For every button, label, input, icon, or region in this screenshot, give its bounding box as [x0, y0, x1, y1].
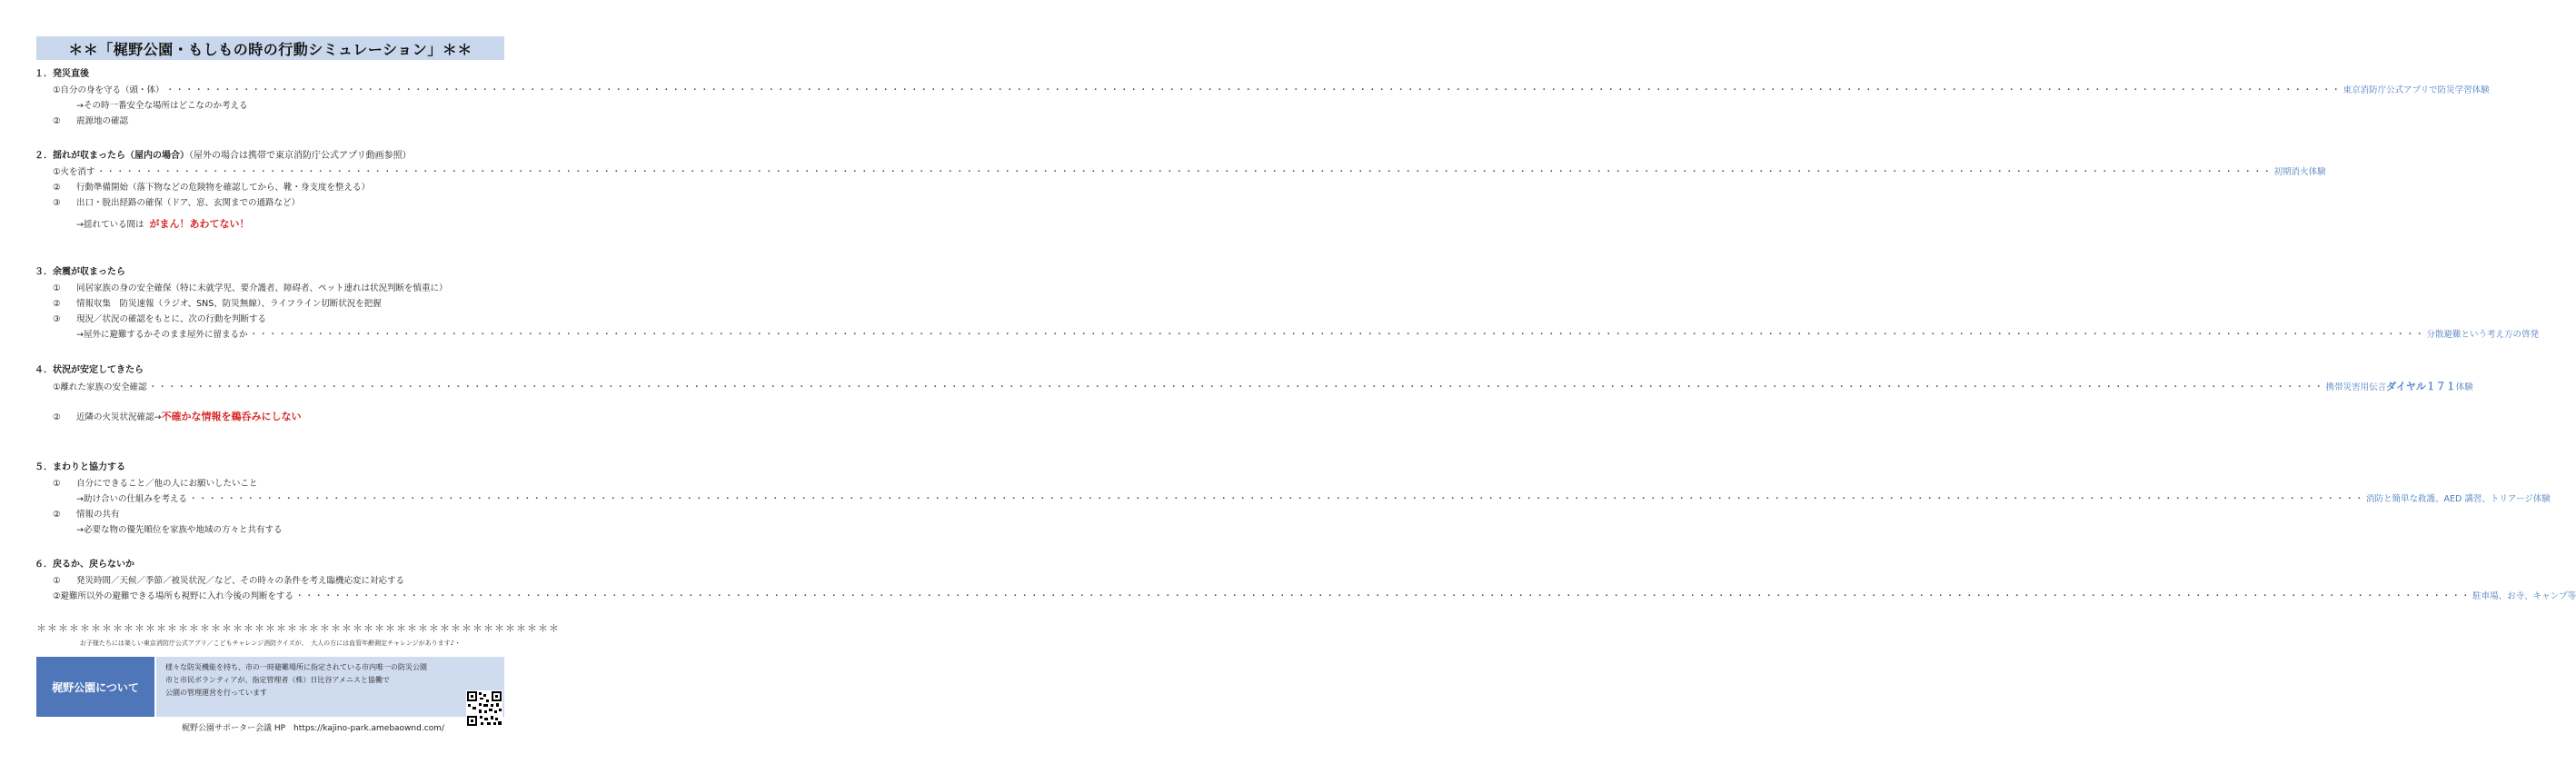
s4-row-2-text: 近隣の火災状況確認→: [76, 412, 162, 422]
s4-row-1-link[interactable]: [2326, 379, 2473, 395]
section-5-heading: ５．まわりと協力する: [35, 462, 125, 472]
s2-row-1: [35, 164, 2326, 180]
dot-leader: ・・・・・・・・・・・・・・・・・・・・・・・・・・・・・・・・・・・・・・・・・・・・・・・・・・・・・・・・・・・・・・・・・・・・・・・・・・・・・・・・・・・・・・・・・・・・・・・・・・・・・・・・・・・・・・・・・・・・・・・・・・・・・・・・・・・・・・・・・・・・・・・・・・・・・・・・・・・・・・・・・・・・・・・・・・・・・・・・・・・・・・・・・・・・・・・・・・・・・・・・・・・・・・・・・・・・・・・・・・・・・・・・・・・・: [295, 591, 2472, 601]
s6-row-1: [35, 573, 509, 589]
s3-row-4-link[interactable]: 分散避難という考え方の啓発: [2426, 330, 2539, 340]
dot-leader: ・・・・・・・・・・・・・・・・・・・・・・・・・・・・・・・・・・・・・・・・・・・・・・・・・・・・・・・・・・・・・・・・・・・・・・・・・・・・・・・・・・・・・・・・・・・・・・・・・・・・・・・・・・・・・・・・・・・・・・・・・・・・・・・・・・・・・・・・・・・・・・・・・・・・・・・・・・・・・・・・・・・・・・・・・・・・・・・・・・・・・・・・・・・・・・・・・・・・・・・・・・・・・・・・・・・・・・・・・・・・・・・・・・・・: [249, 330, 2425, 340]
s4-link-b: ダイヤル１７１: [2386, 381, 2456, 392]
section-4-heading: ４．状況が安定してきたら: [35, 365, 144, 375]
s5-row-3-num: ②: [53, 510, 61, 520]
qr-code-icon[interactable]: [466, 690, 502, 727]
s6-row-1-text: 発災時間／天候／季節／被災状況／など、その時々の条件を考え臨機応変に対応する: [76, 576, 405, 586]
s3-row-1-num: ①: [53, 283, 61, 293]
s3-row-4-text: →屋外に避難するかそのまま屋外に留まるか: [76, 330, 248, 340]
s6-row-1-num: ①: [53, 576, 61, 586]
section-1: [35, 65, 2490, 129]
section-2: [35, 147, 2326, 232]
s6-row-2-text: 避難所以外の避難できる場所も視野に入れ今後の判断をする: [60, 591, 294, 601]
about-line-1: 様々な防災機能を持ち、市の一時避難場所に指定されている市内唯一の防災公園: [165, 663, 427, 671]
section-4: [35, 362, 2473, 424]
s5-row-2-text: →助け合いの仕組みを考える: [76, 494, 187, 504]
s3-row-2: [35, 296, 509, 312]
section-6: [35, 556, 2576, 604]
s1-row-1-num: ①: [53, 85, 61, 95]
footer-site-link[interactable]: 梶野公園サポーター会議 HP https://kajino-park.amebaownd.com/: [182, 724, 444, 733]
s2-row-3-num: ③: [53, 198, 61, 208]
s5-row-1-text: 自分にできること／他の人にお願いしたいこと: [76, 479, 258, 489]
s4-row-1: [35, 379, 2473, 394]
s2-row-4-text: →揺れている間は: [76, 220, 144, 230]
s6-row-2: [35, 589, 2576, 604]
section-6-heading: ６．戻るか、戻らないか: [35, 560, 134, 570]
s5-row-2-link[interactable]: 消防と簡単な救護、AED 講習、トリアージ体験: [2365, 494, 2551, 504]
s1-row-1-link[interactable]: 東京消防庁公式アプリで防災学習体験: [2342, 85, 2490, 95]
section-1-heading: １．発災直後: [35, 69, 89, 79]
s3-row-1: [35, 281, 509, 296]
s2-row-1-text: 火を消す: [60, 167, 95, 177]
kids-note: お子様たちには楽しい東京消防庁公式アプリ／こどもチャレンジ消防クイズが、 大人の方には血管年齢測定チャレンジがあります♪・: [79, 640, 462, 647]
title-banner: [36, 36, 504, 60]
s1-row-3: [35, 114, 509, 129]
s2-row-3: [35, 195, 509, 211]
s5-row-4-text: →必要な物の優先順位を家族や地域の方々と共有する: [76, 525, 283, 535]
section-2-title: ２．揺れが収まったら（屋内の場合）: [35, 151, 189, 161]
s3-row-3: [35, 312, 509, 327]
s3-row-1-text: 同居家族の身の安全確保（特に未就学児、要介護者、障碍者、ペット連れは状況判断を慎重に）: [76, 283, 448, 293]
section-3-heading: ３．余震が収まったら: [35, 267, 125, 277]
s4-row-1-num: ①: [53, 382, 61, 392]
dot-leader: ・・・・・・・・・・・・・・・・・・・・・・・・・・・・・・・・・・・・・・・・・・・・・・・・・・・・・・・・・・・・・・・・・・・・・・・・・・・・・・・・・・・・・・・・・・・・・・・・・・・・・・・・・・・・・・・・・・・・・・・・・・・・・・・・・・・・・・・・・・・・・・・・・・・・・・・・・・・・・・・・・・・・・・・・・・・・・・・・・・・・・・・・・・・・・・・・・・・・・・・・・・・・・・・・・・・・・・・・・・・・・・・・・・・・: [188, 494, 2364, 504]
s1-row-3-text: 震源地の確認: [76, 116, 129, 126]
dot-leader: ・・・・・・・・・・・・・・・・・・・・・・・・・・・・・・・・・・・・・・・・・・・・・・・・・・・・・・・・・・・・・・・・・・・・・・・・・・・・・・・・・・・・・・・・・・・・・・・・・・・・・・・・・・・・・・・・・・・・・・・・・・・・・・・・・・・・・・・・・・・・・・・・・・・・・・・・・・・・・・・・・・・・・・・・・・・・・・・・・・・・・・・・・・・・・・・・・・・・・・・・・・・・・・・・・・・・・・・・・・・・・・・・・・・・: [165, 85, 2342, 95]
section-3: [35, 263, 2539, 342]
s1-row-1-text: 自分の身を守る（頭・体）: [60, 85, 164, 95]
s3-row-3-text: 現況／状況の確認をもとに、次の行動を判断する: [76, 314, 267, 324]
s3-row-3-num: ③: [53, 314, 61, 324]
s2-row-4-emphasis: がまん！あわてない！: [149, 218, 250, 230]
s4-row-2-num: ②: [53, 412, 61, 422]
s2-row-3-text: 出口・脱出経路の確保（ドア、窓、玄関までの通路など）: [76, 198, 300, 208]
about-label: 梶野公園について: [52, 680, 139, 694]
about-line-3: 公園の管理運営を行っています: [165, 689, 267, 697]
s4-link-a: 携帯災害用伝言: [2325, 382, 2387, 392]
section-5: [35, 459, 2551, 538]
s5-row-2: [35, 491, 2551, 507]
s4-row-2-emphasis: 不確かな情報を鵜呑みにしない: [161, 411, 302, 422]
about-label-box: [36, 657, 154, 717]
s5-row-1: [35, 476, 509, 491]
s5-row-1-num: ①: [53, 479, 61, 489]
star-divider: ＊＊＊＊＊＊＊＊＊＊＊＊＊＊＊＊＊＊＊＊＊＊＊＊＊＊＊＊＊＊＊＊＊＊＊＊＊＊＊＊＊＊＊＊＊＊＊＊: [36, 622, 560, 634]
s2-row-4: [35, 216, 509, 232]
s6-row-2-link[interactable]: 駐車場、お寺、キャンプ等: [2472, 591, 2576, 601]
section-2-note: （屋外の場合は携帯で東京消防庁公式アプリ動画参照）: [189, 151, 412, 161]
s3-row-2-num: ②: [53, 299, 61, 309]
s5-row-3-text: 情報の共有: [76, 510, 120, 520]
s2-row-2-text: 行動準備開始（落下物などの危険物を確認してから、靴・身支度を整える）: [76, 183, 371, 193]
s1-row-2: [35, 98, 509, 114]
about-description: [156, 657, 504, 717]
s2-row-2: [35, 180, 509, 195]
s2-row-1-num: ①: [53, 167, 61, 177]
s5-row-4: [35, 522, 509, 538]
s4-row-2: [35, 409, 509, 424]
s6-row-2-num: ②: [53, 591, 61, 601]
about-line-2: 市と市民ボランティアが、指定管理者（株）日比谷アメニスと協働で: [165, 676, 390, 684]
dot-leader: ・・・・・・・・・・・・・・・・・・・・・・・・・・・・・・・・・・・・・・・・・・・・・・・・・・・・・・・・・・・・・・・・・・・・・・・・・・・・・・・・・・・・・・・・・・・・・・・・・・・・・・・・・・・・・・・・・・・・・・・・・・・・・・・・・・・・・・・・・・・・・・・・・・・・・・・・・・・・・・・・・・・・・・・・・・・・・・・・・・・・・・・・・・・・・・・・・・・・・・・・・・・・・・・・・・・・・・・・・・・・・・・・・・・・: [148, 382, 2324, 392]
s5-row-3: [35, 507, 509, 522]
s3-row-2-text: 情報収集 防災速報（ラジオ、SNS、防災無線）、ライフライン切断状況を把握: [76, 299, 382, 309]
section-2-heading: [35, 147, 509, 161]
s4-row-1-text: 離れた家族の安全確認: [60, 382, 147, 392]
s1-row-3-num: ②: [53, 116, 61, 126]
s3-row-4: [35, 327, 2539, 342]
page-title: ＊＊「梶野公園・もしもの時の行動シミュレーション」＊＊: [68, 40, 472, 58]
s2-row-2-num: ②: [53, 183, 61, 193]
s1-row-2-text: →その時一番安全な場所はどこなのか考える: [76, 101, 248, 111]
s4-link-c: 体験: [2455, 382, 2473, 392]
s1-row-1: [35, 83, 2490, 98]
dot-leader: ・・・・・・・・・・・・・・・・・・・・・・・・・・・・・・・・・・・・・・・・・・・・・・・・・・・・・・・・・・・・・・・・・・・・・・・・・・・・・・・・・・・・・・・・・・・・・・・・・・・・・・・・・・・・・・・・・・・・・・・・・・・・・・・・・・・・・・・・・・・・・・・・・・・・・・・・・・・・・・・・・・・・・・・・・・・・・・・・・・・・・・・・・・・・・・・・・・・・・・・・・・・・・・・・・・・・・・・・・・・・・・・・・・・・: [96, 167, 2273, 177]
s2-row-1-link[interactable]: 初期消火体験: [2273, 167, 2326, 177]
